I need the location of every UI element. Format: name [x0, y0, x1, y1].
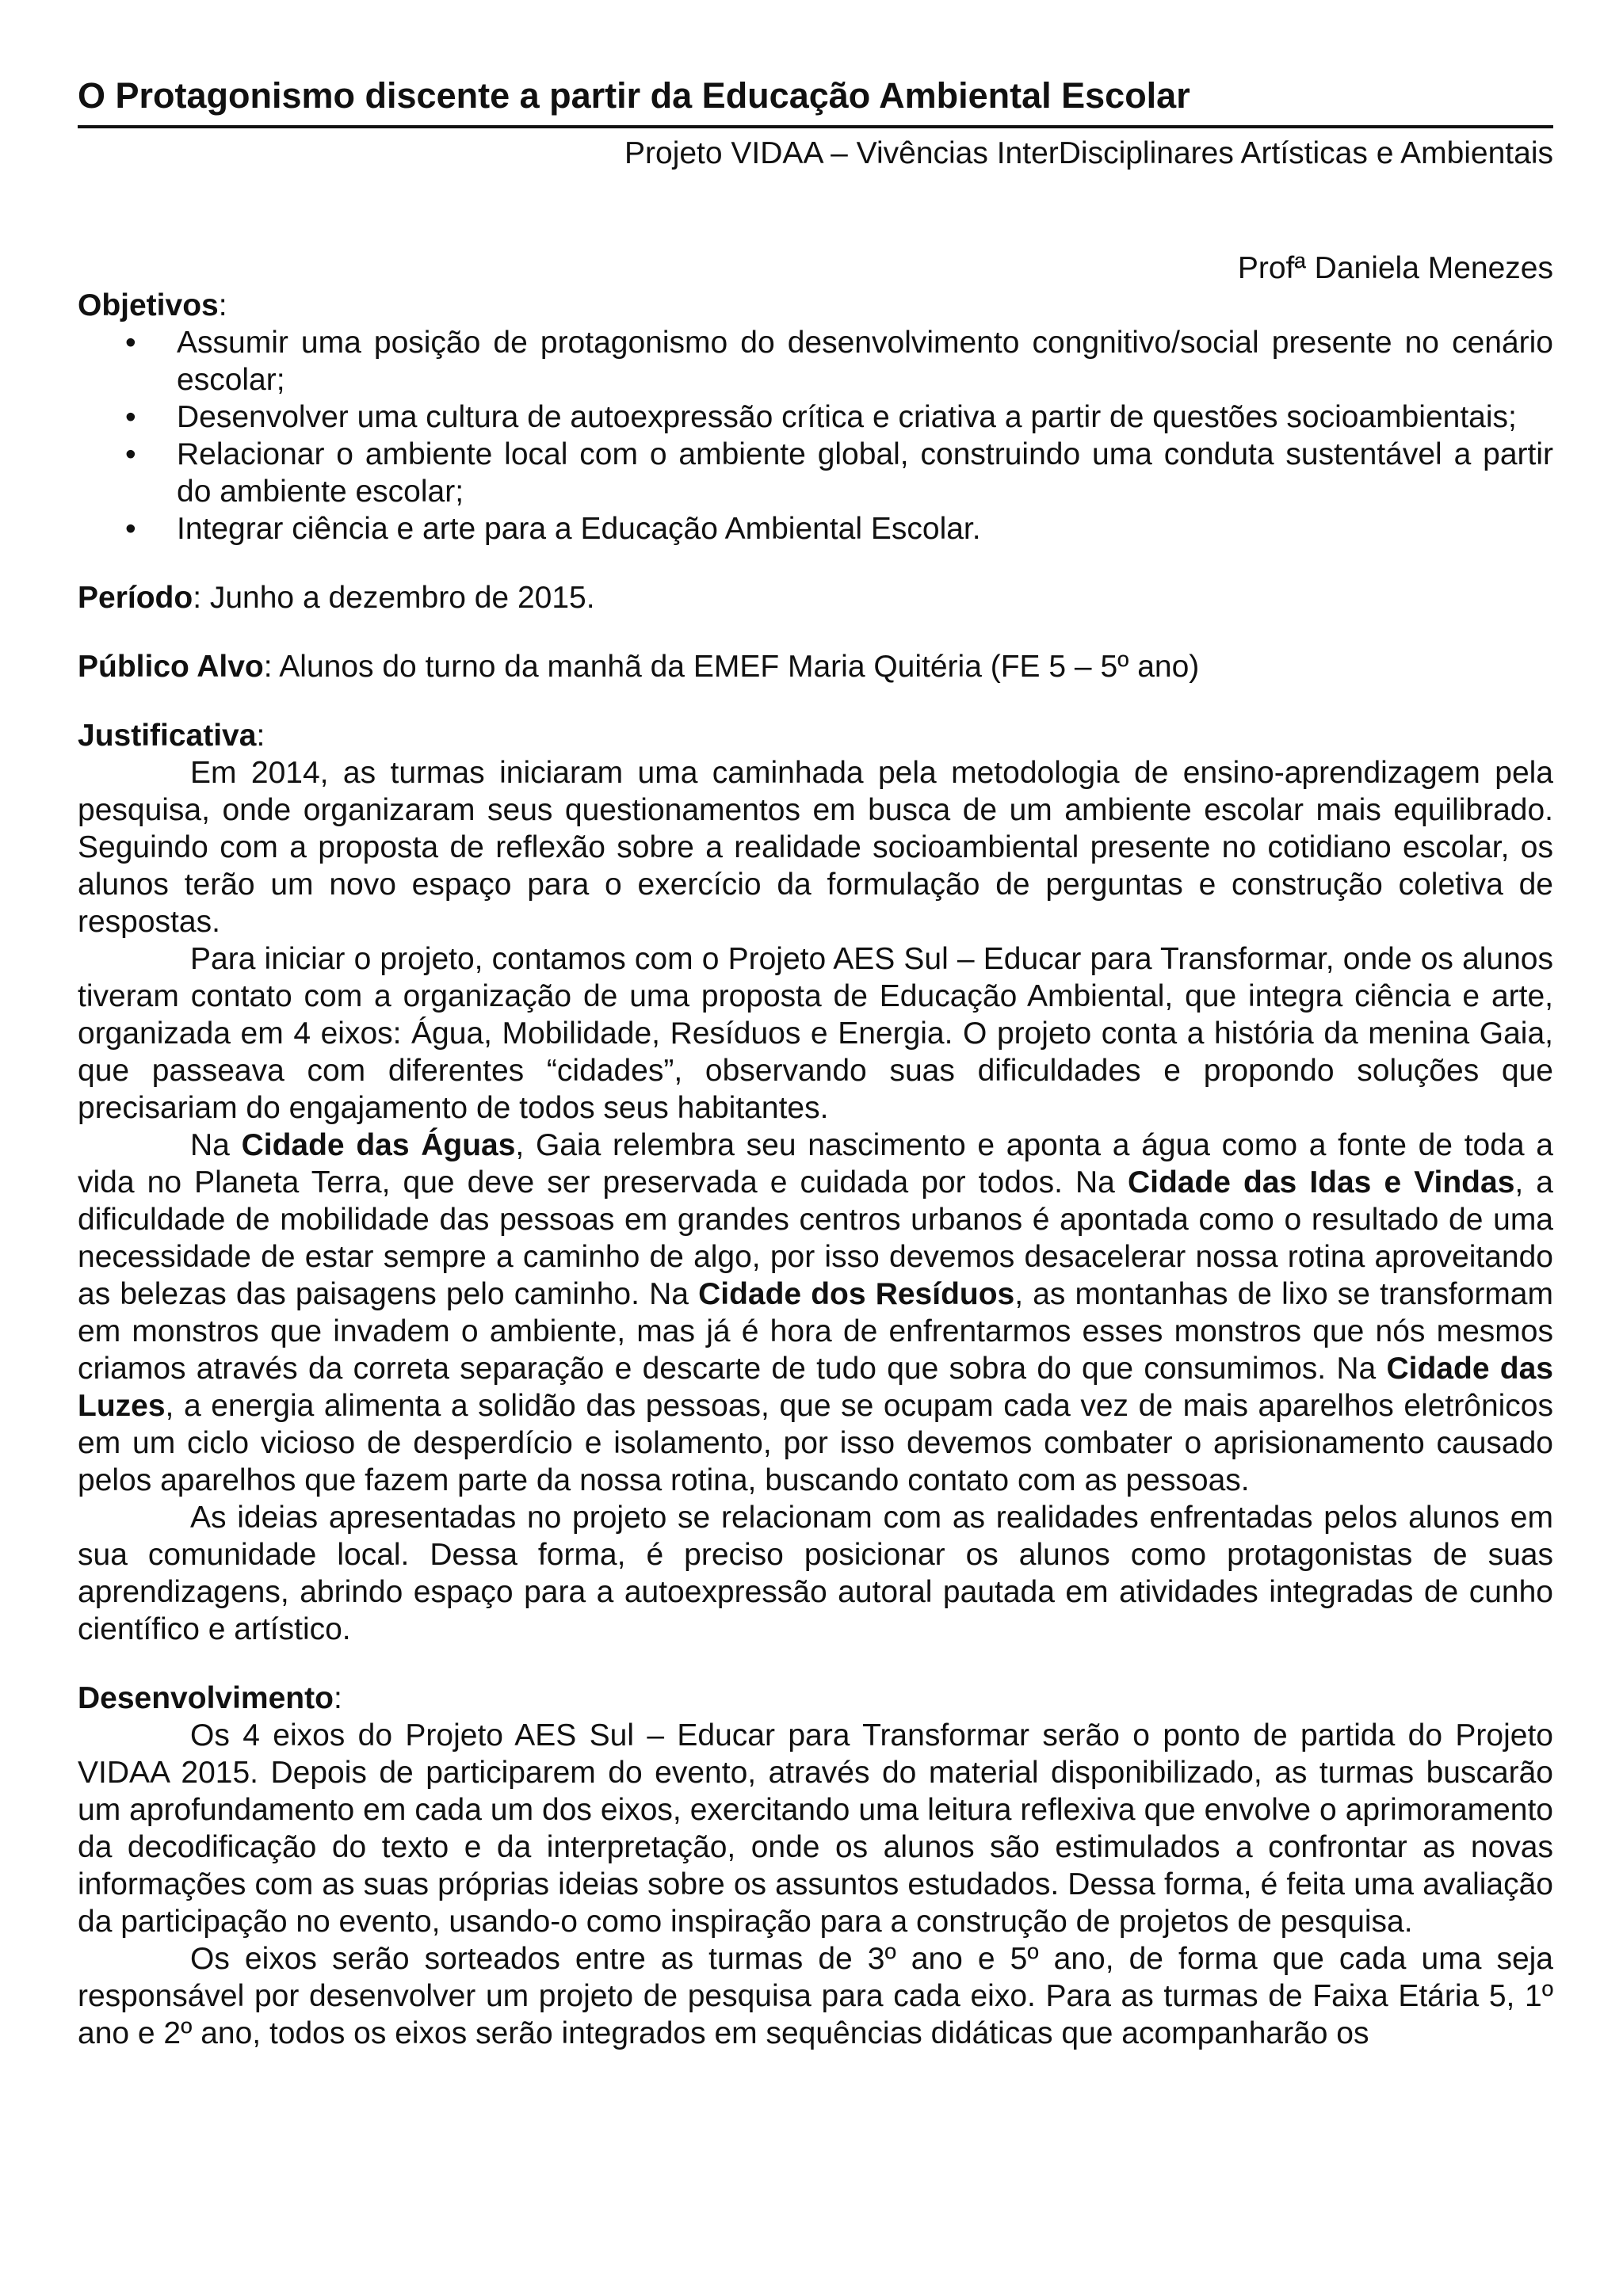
- colon: :: [333, 1681, 342, 1715]
- list-item: [78, 399, 1553, 436]
- list-item-text: Desenvolver uma cultura de autoexpressão crítica e criativa a partir de questões socioambientais;: [177, 400, 1517, 434]
- document-subtitle: Projeto VIDAA – Vivências InterDisciplinares Artísticas e Ambientais: [624, 136, 1553, 170]
- list-item: [78, 510, 1553, 547]
- justificativa-paragraph-2: Para iniciar o projeto, contamos com o Projeto AES Sul – Educar para Transformar, onde os alunos tiveram contato com a organização de uma proposta de Educação Ambiental, que integra ciência e arte, organizada em 4 eixos: Água, Mobilidade, Resíduos e Energia. O projeto conta a história da menina Gaia, que passeava com diferentes “cidades”, observando suas dificuldades e propondo soluções que precisariam do engajamento de todos seus habitantes.: [78, 942, 1553, 1125]
- text-run: , a dificuldade de mobilidade das pessoas em grandes centros urbanos é apontada como o resultado de uma necessidade de estar sempre a caminho de algo, por isso devemos desacelerar nossa rotina aproveitando as belezas das paisagens pelo caminho. Na: [78, 1165, 1553, 1311]
- text-run: , as montanhas de lixo se transformam em monstros que invadem o ambiente, mas já é hora de enfrentarmos esses monstros que nós mesmos criamos através da correta separação e descarte de tudo que sobra do que consumimos. Na: [78, 1277, 1553, 1386]
- justificativa-paragraph-1: Em 2014, as turmas iniciaram uma caminhada pela metodologia de ensino-aprendizagem pela pesquisa, onde organizaram seus questionamentos em busca de um ambiente escolar mais equilibrado. Seguindo com a proposta de reflexão sobre a realidade socioambiental presente no cotidiano escolar, os alunos terão um novo espaço para o exercício da formulação de perguntas e construção coletiva de respostas.: [78, 756, 1553, 939]
- list-item: [78, 324, 1553, 399]
- publico-line: [78, 648, 1553, 685]
- colon: :: [256, 719, 265, 753]
- list-item-text: Assumir uma posição de protagonismo do desenvolvimento congnitivo/social presente no cenário escolar;: [177, 326, 1553, 397]
- periodo-label: Período: [78, 581, 193, 615]
- colon: :: [218, 288, 227, 322]
- periodo-line: [78, 579, 1553, 616]
- desenvolvimento-paragraph-2: Os eixos serão sorteados entre as turmas de 3º ano e 5º ano, de forma que cada uma seja responsável por desenvolver um projeto de pesquisa para cada eixo. Para as turmas de Faixa Etária 5, 1º ano e 2º ano, todos os eixos serão integrados em sequências didáticas que acompanharão os: [78, 1942, 1553, 2050]
- desenvolvimento-heading: [78, 1680, 1553, 1717]
- objetivos-heading: [78, 287, 1553, 324]
- text-run: Na: [190, 1128, 242, 1162]
- publico-label: Público Alvo: [78, 650, 264, 684]
- city-name-residuos: Cidade dos Resíduos: [698, 1277, 1015, 1311]
- text-run: , a energia alimenta a solidão das pessoas, que se ocupam cada vez de mais aparelhos eletrônicos em um ciclo vicioso de desperdício e isolamento, por isso devemos combater o aprisionamento causado pelos aparelhos que fazem parte da nossa rotina, buscando contato com as pessoas.: [78, 1389, 1553, 1497]
- colon: :: [263, 650, 280, 684]
- document-author: Profª Daniela Menezes: [1237, 251, 1553, 285]
- colon: :: [193, 581, 210, 615]
- city-name-luzes: Cidade das Luzes: [78, 1352, 1553, 1423]
- publico-value: Alunos do turno da manhã da EMEF Maria Quitéria (FE 5 – 5º ano): [279, 650, 1200, 684]
- objetivos-label: Objetivos: [78, 288, 219, 322]
- bullet: •: [125, 326, 136, 360]
- list-item-text: Integrar ciência e arte para a Educação Ambiental Escolar.: [177, 512, 981, 546]
- desenvolvimento-label: Desenvolvimento: [78, 1681, 334, 1715]
- list-item-text: Relacionar o ambiente local com o ambiente global, construindo uma conduta sustentável a partir do ambiente escolar;: [177, 437, 1553, 509]
- bullet: •: [125, 400, 136, 434]
- document-title: O Protagonismo discente a partir da Educação Ambiental Escolar: [78, 73, 1553, 128]
- text-run: , Gaia relembra seu nascimento e aponta a água como a fonte de toda a vida no Planeta Terra, que deve ser preservada e cuidada por todos. Na: [78, 1128, 1553, 1199]
- justificativa-label: Justificativa: [78, 719, 257, 753]
- city-name-aguas: Cidade das Águas: [241, 1128, 516, 1162]
- periodo-value: Junho a dezembro de 2015.: [209, 581, 595, 615]
- city-name-idas-vindas: Cidade das Idas e Vindas: [1127, 1165, 1515, 1199]
- justificativa-paragraph-3: [78, 1127, 1553, 1499]
- bullet: •: [125, 437, 136, 471]
- justificativa-heading: [78, 717, 1553, 754]
- justificativa-paragraph-4: As ideias apresentadas no projeto se relacionam com as realidades enfrentadas pelos alunos em sua comunidade local. Dessa forma, é preciso posicionar os alunos como protagonistas de suas aprendizagens, abrindo espaço para a autoexpressão autoral pautada em atividades integradas de cunho científico e artístico.: [78, 1501, 1553, 1646]
- objetivos-list: [78, 324, 1553, 547]
- desenvolvimento-paragraph-1: Os 4 eixos do Projeto AES Sul – Educar para Transformar serão o ponto de partida do Projeto VIDAA 2015. Depois de participarem do evento, através do material disponibilizado, as turmas buscarão um aprofundamento em cada um dos eixos, exercitando uma leitura reflexiva que envolve o aprimoramento da decodificação do texto e da interpretação, onde os alunos são estimulados a confrontar as novas informações com as suas próprias ideias sobre os assuntos estudados. Dessa forma, é feita uma avaliação da participação no evento, usando-o como inspiração para a construção de projetos de pesquisa.: [78, 1718, 1553, 1939]
- bullet: •: [125, 512, 136, 546]
- list-item: [78, 436, 1553, 510]
